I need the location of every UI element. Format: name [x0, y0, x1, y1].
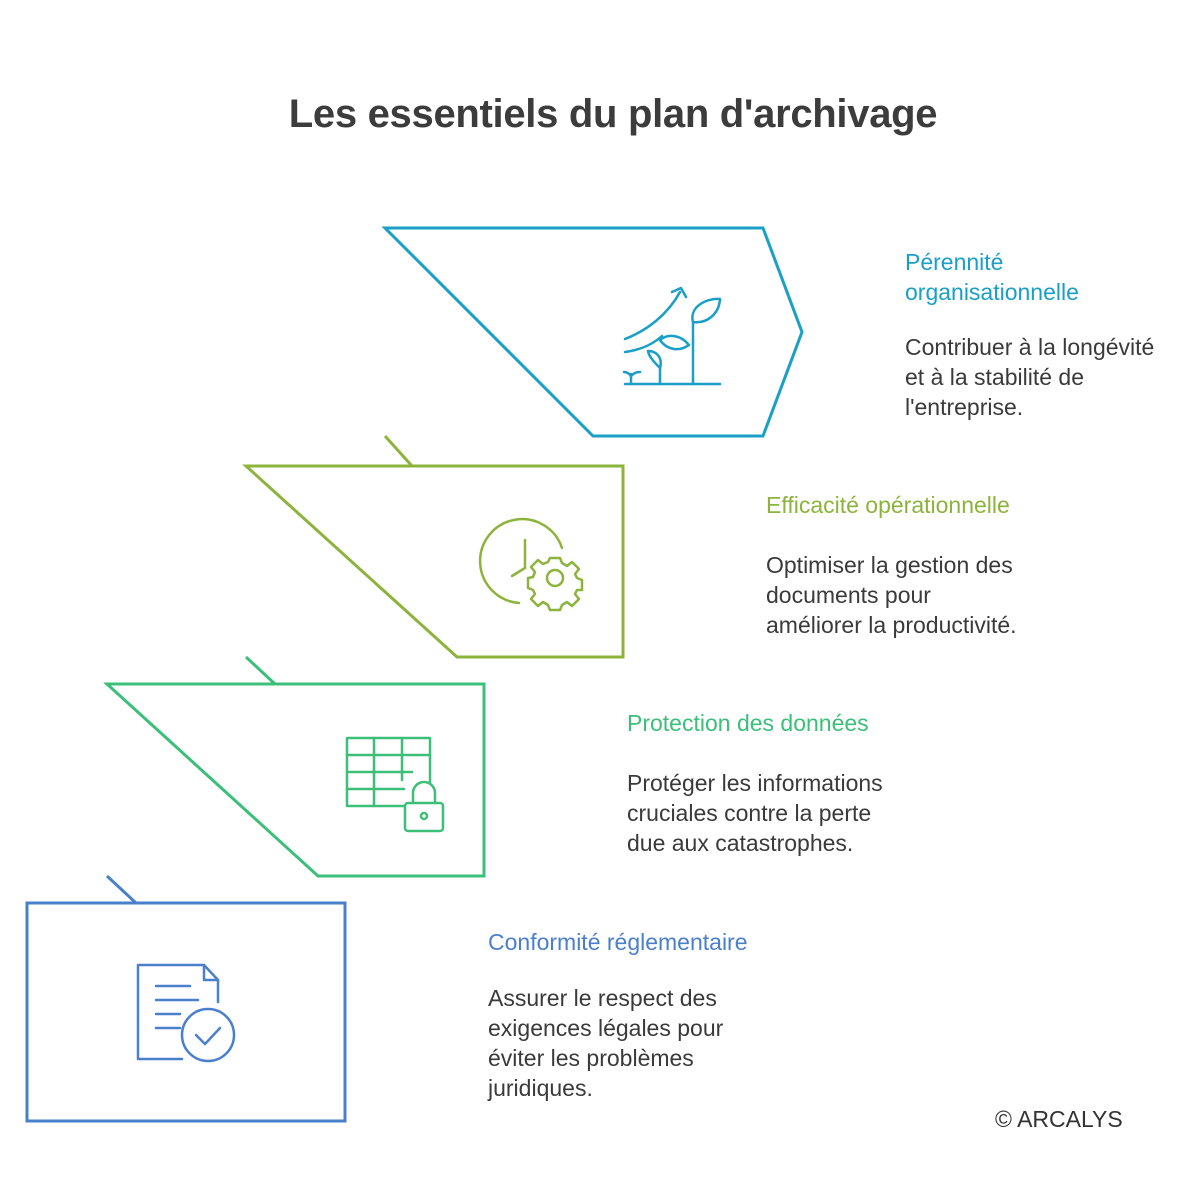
step-4-shape [27, 903, 345, 1121]
step-1-panel [385, 228, 802, 436]
step-3-heading: Protection des données [627, 710, 869, 736]
step-2-panel [246, 436, 623, 657]
step-1-shape [385, 228, 802, 436]
page-title: Les essentiels du plan d'archivage [288, 92, 938, 136]
step-4-description: Assurer le respect des exigences légales pour éviter les problèmes juridiques. [488, 985, 724, 1101]
step-1-description: Contribuer à la longévité et à la stabilité de l'entreprise. [905, 334, 1155, 420]
step-3-connector [246, 657, 275, 684]
step-2-shape [246, 466, 623, 657]
step-3-description: Protéger les informations cruciales contre la perte due aux catastrophes. [627, 770, 883, 856]
step-1-heading: Pérennité organisationnelle [905, 249, 1079, 305]
step-3-panel [107, 657, 484, 876]
step-2-text [766, 490, 1017, 640]
step-2-description: Optimiser la gestion des documents pour améliorer la productivité. [766, 552, 1017, 638]
growth-plant-icon [624, 288, 720, 384]
step-1-text [905, 247, 1154, 422]
table-lock-icon [347, 738, 443, 831]
step-4-panel [27, 876, 345, 1121]
step-2-connector [385, 436, 412, 466]
step-4-text [488, 927, 748, 1103]
step-4-heading: Conformité réglementaire [488, 929, 748, 955]
step-4-connector [107, 876, 136, 903]
clock-gear-icon [480, 519, 582, 610]
step-3-text [627, 708, 883, 858]
document-check-icon [138, 965, 234, 1061]
step-2-heading: Efficacité opérationnelle [766, 492, 1010, 518]
step-3-shape [107, 684, 484, 876]
copyright-footer: © ARCALYS [995, 1106, 1123, 1132]
